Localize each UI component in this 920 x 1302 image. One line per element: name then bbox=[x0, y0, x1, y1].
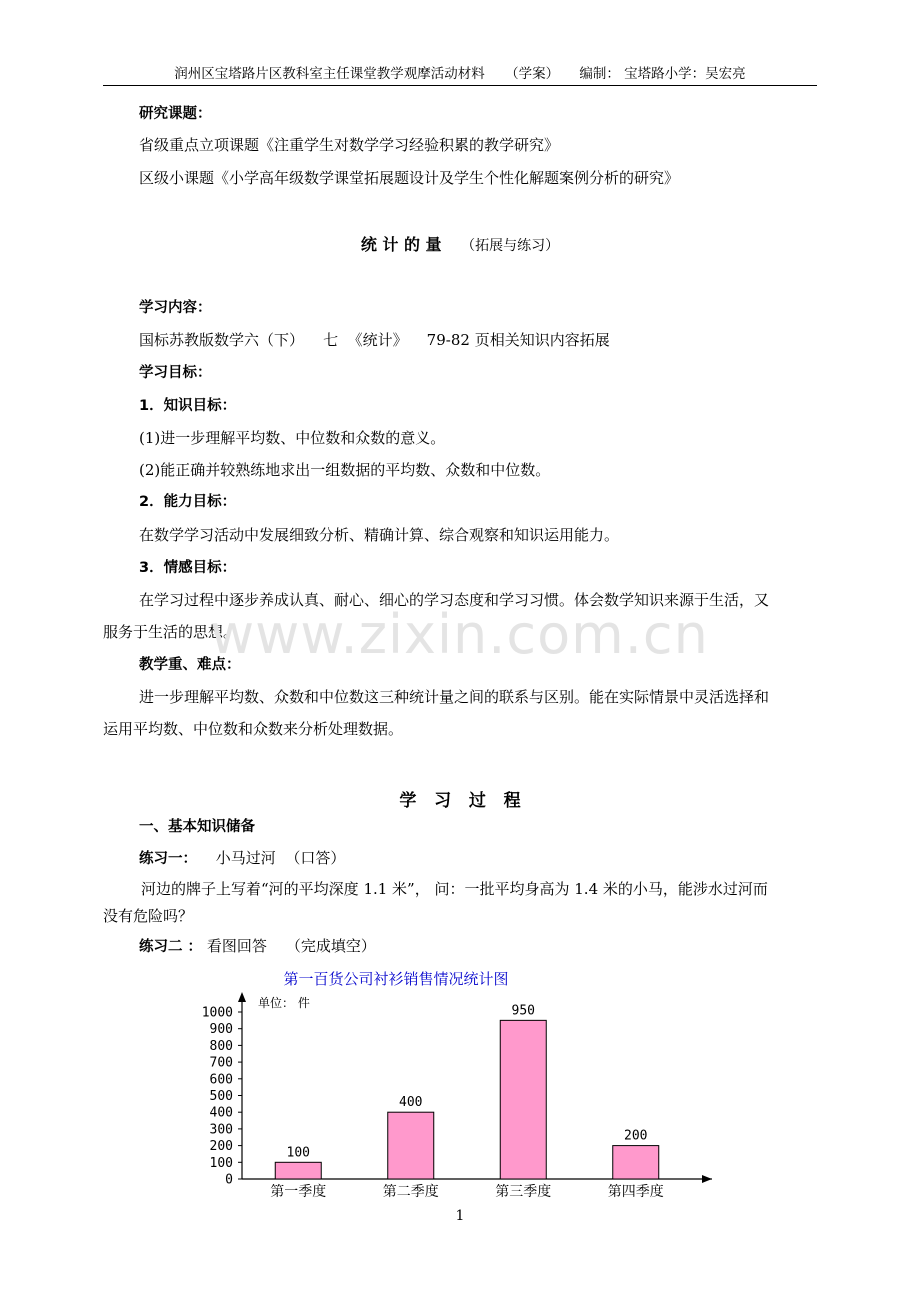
category-label: 第三季度 bbox=[495, 1184, 552, 1200]
header-org: 润州区宝塔路片区教科室主任课堂教学观摩活动材料 bbox=[174, 66, 485, 82]
exercise-2-label: 练习二 ： bbox=[139, 939, 203, 955]
process-title: 学 习 过 程 bbox=[399, 791, 521, 811]
goals-heading: 学习目标： bbox=[139, 365, 212, 381]
exercise-1-label: 练习一： bbox=[139, 851, 197, 867]
y-tick-label: 700 bbox=[209, 1055, 233, 1071]
research-heading: 研究课题： bbox=[139, 106, 212, 122]
emotion-goal-line-1: 在学习过程中逐步养成认真、耐心、细心的学习态度和学习习惯。体会数学知识来源于生活，又 bbox=[139, 591, 770, 609]
bar bbox=[275, 1162, 321, 1179]
emotion-goal-heading: 3．情感目标： bbox=[139, 560, 237, 576]
keypoints-line-2: 运用平均数、中位数和众数来分析处理数据。 bbox=[103, 720, 404, 738]
bar-value-label: 950 bbox=[511, 1003, 535, 1019]
content-text: 国标苏教版数学六（下） 七 《统计》 79-82 页相关知识内容拓展 bbox=[139, 331, 610, 349]
knowledge-goal-heading: 1．知识目标： bbox=[139, 398, 237, 414]
chart-unit-label: 单位： 件 bbox=[258, 996, 310, 1010]
main-title-text: 统 计 的 量 bbox=[360, 235, 442, 254]
x-axis-arrow bbox=[702, 1175, 712, 1183]
bar-value-label: 400 bbox=[399, 1095, 423, 1111]
exercise-1 bbox=[139, 848, 345, 869]
y-tick-label: 100 bbox=[209, 1155, 233, 1171]
shirt-sales-bar-chart bbox=[180, 962, 740, 1202]
exercise-1-question-line-1: 河边的牌子上写着“河的平均深度 1.1 米”， 问：一批平均身高为 1.4 米的小马，能涉水过河而 bbox=[141, 880, 768, 898]
exercise-1-question-line-2: 没有危险吗？ bbox=[103, 907, 194, 925]
keypoints-line-1: 进一步理解平均数、众数和中位数这三种统计量之间的联系与区别。能在实际情景中灵活选择和 bbox=[139, 688, 770, 706]
bar-value-label: 200 bbox=[624, 1128, 648, 1144]
research-topic-2: 区级小课题《小学高年级数学课堂拓展题设计及学生个性化解题案例分析的研究》 bbox=[139, 169, 680, 187]
y-tick-label: 300 bbox=[209, 1122, 233, 1138]
page-header bbox=[103, 64, 817, 86]
y-tick-label: 600 bbox=[209, 1072, 233, 1088]
watermark: www.zixin.com.cn bbox=[210, 603, 709, 666]
category-label: 第四季度 bbox=[607, 1184, 664, 1200]
category-label: 第二季度 bbox=[382, 1184, 439, 1200]
ability-goal-1: 在数学学习活动中发展细致分析、精确计算、综合观察和知识运用能力。 bbox=[139, 526, 620, 544]
bar-value-label: 100 bbox=[286, 1145, 310, 1161]
keypoints-heading: 教学重、难点： bbox=[139, 657, 241, 673]
y-tick-label: 1000 bbox=[201, 1005, 233, 1021]
exercise-1-title: 小马过河 （口答） bbox=[215, 849, 346, 867]
emotion-goal-line-2: 服务于生活的思想。 bbox=[103, 623, 239, 641]
main-subtitle: （拓展与练习） bbox=[461, 238, 560, 254]
exercise-2-title: 看图回答 （完成填空） bbox=[206, 937, 376, 955]
category-label: 第一季度 bbox=[270, 1184, 327, 1200]
bar bbox=[500, 1020, 546, 1179]
header-compiler: 编制： 宝塔路小学：吴宏亮 bbox=[579, 66, 746, 82]
y-tick-label: 800 bbox=[209, 1038, 233, 1054]
y-axis-arrow bbox=[238, 992, 246, 1002]
section-1-heading: 一、基本知识储备 bbox=[139, 819, 255, 835]
content-heading: 学习内容： bbox=[139, 300, 212, 316]
chart-title: 第一百货公司衬衫销售情况统计图 bbox=[283, 970, 509, 988]
y-tick-label: 0 bbox=[225, 1172, 233, 1188]
y-tick-label: 900 bbox=[209, 1022, 233, 1038]
knowledge-goal-2: (2)能正确并较熟练地求出一组数据的平均数、众数和中位数。 bbox=[139, 461, 551, 479]
header-doc-type: （学案） bbox=[505, 66, 560, 82]
bar bbox=[388, 1112, 434, 1179]
bar bbox=[613, 1146, 659, 1179]
page-number: 1 bbox=[455, 1208, 465, 1224]
y-tick-label: 200 bbox=[209, 1139, 233, 1155]
research-topic-1: 省级重点立项课题《注重学生对数学学习经验积累的教学研究》 bbox=[139, 136, 560, 154]
main-title bbox=[0, 232, 920, 255]
y-tick-label: 500 bbox=[209, 1089, 233, 1104]
exercise-2 bbox=[139, 936, 376, 957]
knowledge-goal-1: (1)进一步理解平均数、中位数和众数的意义。 bbox=[139, 429, 446, 447]
y-tick-label: 400 bbox=[209, 1105, 233, 1121]
ability-goal-heading: 2．能力目标： bbox=[139, 494, 237, 510]
